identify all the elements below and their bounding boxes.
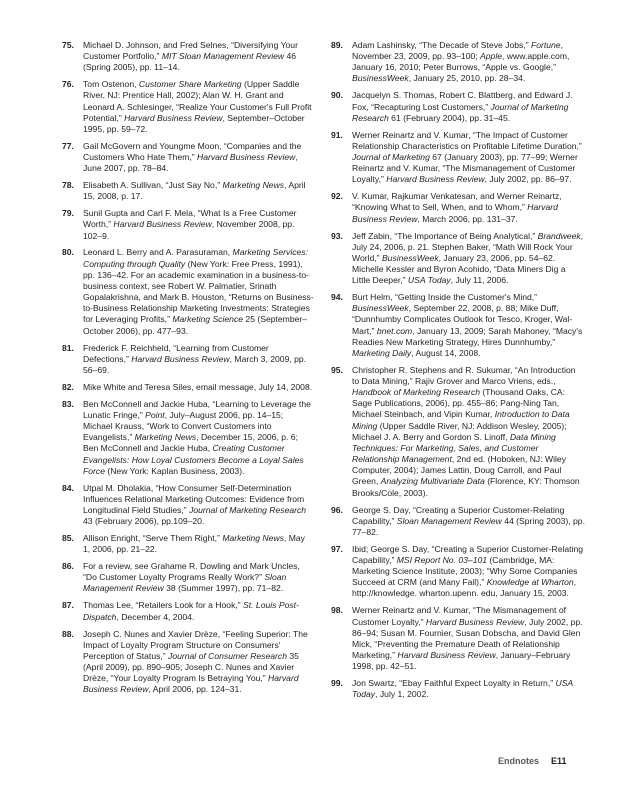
endnote-italic-segment: BusinessWeek (352, 303, 409, 314)
endnote-italic-segment: Harvard Business Review (352, 202, 558, 224)
endnote-segment: , July 2002, pp. 86–94; Susan M. Fournier, Susan Dobscha, and David Glen Mick, “Preventing the Premature Death of Relationship Marketing,” (352, 616, 583, 660)
endnote-segment: , July 24, 2006, p. 21. Stephen Baker, “Math Will Rock Your World,” (352, 230, 584, 263)
endnote-segment: , December 4, 2004. (116, 611, 195, 622)
endnote-segment: Gail McGovern and Youngme Moon, “Companies and the Customers Who Hate Them,” (83, 140, 302, 162)
endnote-text (352, 505, 585, 538)
endnote-segment: , November 23, 2009, pp. 93–100; (352, 40, 563, 62)
endnote-segment: Ben McConnell and Jackie Huba, “Learning to Leverage the Lunatic Fringe,” (83, 398, 311, 420)
endnote-italic-segment: Handbook of Marketing Research (352, 387, 481, 398)
endnote-segment: , November 2008, pp. 102–9. (83, 219, 295, 241)
endnote-number: 84. (62, 482, 74, 493)
endnote-segment: , January–February 1998, pp. 42–51. (352, 649, 571, 672)
endnote-segment: 43 (February 2006), pp.109–20. (83, 516, 205, 527)
endnote (331, 231, 585, 287)
endnote-text (83, 382, 314, 393)
endnote-segment: , June 2007, pp. 78–84. (83, 152, 298, 174)
endnote-italic-segment: USA Today (407, 275, 451, 286)
endnote-segment: For a review, see Grahame R. Dowling and Mark Uncles, “Do Customer Loyalty Programs Really Work?” (83, 561, 300, 583)
endnote-number: 92. (331, 191, 343, 202)
endnote-number: 98. (331, 605, 343, 616)
endnote-text (352, 544, 585, 600)
endnote-segment: Sunil Gupta and Carl F. Mela, “What Is a Free Customer Worth,” (83, 208, 297, 230)
endnote-segment: , September 22, 2008, p. 88; Mike Duff, “Dunnhumby Complicates Outlook for Tesco, Kroger, Wal-Mart,” (352, 303, 573, 336)
endnote-number: 77. (62, 140, 74, 151)
endnote-italic-segment: Introduction to Data Mining (352, 409, 570, 431)
endnote (62, 208, 314, 241)
endnote-number: 99. (331, 678, 343, 689)
endnote-number: 97. (331, 543, 343, 554)
endnote-number: 96. (331, 504, 343, 515)
endnote-segment: , April 2006, pp. 124–31. (148, 684, 242, 695)
endnote-text (83, 600, 314, 622)
endnote-number: 79. (62, 208, 74, 219)
endnote-segment: (Cambridge, MA: Marketing Science Institute, 2003); “Why Some Companies Succeed at CRM (and Many Fail),” (352, 554, 578, 588)
endnote-segment: (Florence, KY: Thomson Brooks/Cole, 2003). (352, 476, 580, 498)
endnote (331, 191, 585, 224)
endnote-segment: 67 (January 2003), pp. 77–99; Werner Reinartz and V. Kumar, “The Mismanagement of Customer Loyalty,” (352, 152, 578, 185)
endnote-italic-segment: Marketing News (222, 180, 285, 191)
endnote-segment: , August 14, 2008. (411, 347, 481, 358)
endnote-segment: (Upper Saddle River, NJ: Prentice Hall, 2002); Alan W. H. Grant and Leonard A. Schlesinger, “Realize Your Customer's Full Profit Potential,” (83, 79, 312, 123)
endnote (331, 678, 585, 700)
endnote-segment: Werner Reinartz and V. Kumar, “The Impact of Customer Relationship Characteristics on Profitable Lifetime Duration,” (352, 129, 582, 151)
endnote-text (83, 208, 314, 241)
endnote-text (352, 292, 585, 359)
endnote-segment: V. Kumar, Rajkumar Venkatesan, and Werner Reinartz, “Knowing What to Sell, When, and to Whom,” (352, 191, 562, 213)
endnote-number: 95. (331, 364, 343, 375)
endnote (331, 130, 585, 186)
endnote-text (352, 365, 585, 499)
endnote (331, 505, 585, 538)
endnote-italic-segment: Sloan Management Review (396, 515, 502, 526)
endnote-segment: 46 (Spring 2005), pp. 11–14. (83, 51, 297, 73)
endnote-number: 85. (62, 533, 74, 544)
endnote-segment: Jeff Zabin, “The Importance of Being Analytical,” (352, 230, 538, 241)
endnote-text (352, 40, 585, 85)
endnote-segment: Adam Lashinsky, “The Decade of Steve Jobs,” (352, 40, 531, 50)
endnote-segment: (New York: Kaplan Business, 2003). (104, 465, 245, 476)
endnote-segment: Utpal M. Dholakia, “How Consumer Self-Determination Influences Relational Marketing Outcomes: Evidence from Longitudinal Field Studies,” (83, 482, 305, 515)
endnote-segment: Frederick F. Reichheld, “Learning from Customer Defections,” (83, 342, 269, 364)
endnote-number: 91. (331, 129, 343, 140)
endnote (331, 40, 585, 85)
endnote-segment: , January 23, 2006, pp. 54–62. Michelle Kessler and Byron Acohido, “Data Miners Dig a Little Deeper,” (352, 252, 566, 286)
endnote-text (352, 231, 585, 287)
endnote-italic-segment: Harvard Business Review (131, 353, 230, 364)
endnote-text (352, 191, 585, 224)
endnote-segment: , July 2002, pp. 86–97. (484, 174, 572, 185)
endnote-italic-segment: Marketing Daily (352, 347, 412, 358)
endnote-text (83, 141, 314, 174)
endnote-text (83, 180, 314, 202)
endnote-italic-segment: MSI Report No. 03–101 (396, 554, 488, 565)
endnote-italic-segment: Apple (480, 51, 503, 62)
endnote (62, 343, 314, 376)
endnote (62, 533, 314, 555)
endnote-segment: , December 15, 2006, p. 6; Ben McConnell and Jackie Huba, (83, 432, 298, 454)
endnote-italic-segment: Journal of Marketing Research (352, 101, 569, 123)
endnote-italic-segment: Data Mining Techniques: For Marketing, Sales, and Customer Relationship Management (352, 431, 556, 465)
endnote-text (352, 90, 585, 123)
endnote-italic-segment: Marketing News (134, 432, 197, 443)
endnote-italic-segment: USA Today (352, 678, 573, 700)
endnote-italic-segment: Harvard Business Review (124, 112, 223, 123)
endnote-number: 88. (62, 628, 74, 639)
endnote-segment: Christopher R. Stephens and R. Sukumar, “An Introduction to Data Mining,” Rajiv Grover and Marco Vriens, eds., (352, 364, 576, 386)
endnote-text (352, 130, 585, 186)
endnote (62, 79, 314, 135)
endnote-italic-segment: Marketing Science (172, 314, 244, 325)
endnote-segment: 44 (Spring 2003), pp. 77–82. (352, 515, 585, 537)
endnote-segment: , July 11, 2006. (450, 275, 509, 286)
endnote (331, 365, 585, 499)
page-number: E11 (551, 756, 567, 766)
endnote-number: 75. (62, 40, 74, 50)
endnote-italic-segment: Harvard Business Review (83, 673, 299, 695)
endnote-text (83, 40, 314, 73)
endnote-segment: 61 (February 2004), pp. 31–45. (388, 112, 511, 123)
endnote-text (83, 561, 314, 594)
endnote-italic-segment: Harvard Business Review (196, 152, 296, 162)
endnote-segment: George S. Day, “Creating a Superior Customer-Relating Capability,” (352, 504, 565, 526)
endnote-italic-segment: BusinessWeek (381, 252, 439, 263)
endnote-segment: , September–October 1995, pp. 59–72. (83, 112, 305, 134)
endnote-number: 78. (62, 180, 74, 191)
endnote-italic-segment: Customer Share Marketing (138, 79, 242, 90)
endnote (62, 40, 314, 73)
endnote-segment: , www.apple.com, January 16, 2010; Peter Burrows, “Apple vs. Google,” (352, 51, 570, 73)
endnote (62, 382, 314, 393)
endnote-segment: Ibid; George S. Day, “Creating a Superior Customer-Relating Capability,” (352, 543, 584, 565)
endnote-text (83, 79, 314, 135)
endnote-italic-segment: St. Louis Post-Dispatch (83, 600, 299, 622)
endnote-number: 87. (62, 600, 74, 611)
endnote-number: 82. (62, 381, 74, 392)
endnote-segment: (Thousand Oaks, CA: Sage Publications, 2006), pp. 455–86; Pang-Ning Tan, Michael Steinbach, and Vipin Kumar, (352, 387, 566, 420)
endnote-segment: , July–August 2006, pp. 14–15; Michael Krauss, “Work to Convert Customers into Evangelists,” (83, 409, 284, 443)
endnote-italic-segment: Point (145, 409, 165, 420)
endnote-italic-segment: BusinessWeek (352, 73, 409, 84)
endnote-segment: Burt Helm, “Getting Inside the Customer's Mind,” (352, 292, 538, 303)
endnote (331, 605, 585, 672)
endnote-number: 89. (331, 40, 343, 50)
endnote-italic-segment: Creating Customer Evangelists: How Loyal Customers Become a Loyal Sales Force (83, 443, 304, 476)
endnote (62, 247, 314, 336)
endnote-italic-segment: Sloan Management Review (83, 572, 287, 594)
endnote-segment: 25 (September–October 2006), pp. 477–93. (83, 314, 308, 336)
endnote-segment: (New York: Free Press, 1991), pp. 136–42. For an academic examination in a business-to-business context, see Robert W. Palmatier, Srinath Gopalakrishna, and Mark B. Houston, “Returns on Business-to-Business Relationship Marketing Investments: Strategies for Leveraging Profits,” (83, 258, 314, 325)
endnote-segment: Jacquelyn S. Thomas, Robert C. Blattberg, and Edward J. Fox, “Recapturing Lost Customers,” (352, 90, 573, 112)
endnote (62, 483, 314, 528)
endnote (62, 629, 314, 696)
endnote-segment: Allison Enright, “Serve Them Right,” (83, 533, 223, 544)
endnote-number: 81. (62, 342, 74, 353)
endnote-segment: Jon Swartz, “Ebay Faithful Expect Loyalty in Return,” (352, 678, 556, 689)
endnote-segment: , March 3, 2009, pp. 56–69. (83, 353, 307, 375)
endnote-segment: , July 1, 2002. (375, 689, 429, 700)
endnote-segment: , March 2006, pp. 131–37. (417, 213, 518, 224)
endnote-segment: Leonard L. Berry and A. Parasuraman, (83, 247, 233, 258)
endnote-text (83, 399, 314, 477)
endnote (62, 180, 314, 202)
endnote-italic-segment: bnet.com (376, 325, 413, 336)
endnote-segment: , January 13, 2009; Sarah Mahoney, “Macy's Readies New Marketing Strategy, Hires Dunnhumby,” (352, 325, 583, 347)
endnote-italic-segment: Analyzing Multivariate Data (380, 476, 485, 487)
endnote-segment: , April 15, 2008, p. 17. (83, 180, 306, 202)
endnote-text (83, 533, 314, 555)
endnote-number: 94. (331, 292, 343, 303)
endnote-italic-segment: Brandweek (537, 230, 581, 241)
endnote-segment: (Upper Saddle River, NJ: Addison Wesley, 2005); Michael J. A. Berry and Gordon S. Linoff, (352, 420, 567, 442)
endnote-italic-segment: Journal of Marketing Research (189, 504, 307, 515)
endnote-number: 76. (62, 79, 74, 90)
endnote-segment: Elisabeth A. Sullivan, “Just Say No,” (83, 180, 223, 191)
endnote (62, 141, 314, 174)
endnote-italic-segment: Marketing Services: Computing through Quality (83, 247, 308, 269)
endnote-segment: 35 (April 2009), pp. 890–905; Joseph C. Nunes and Xavier Drèze, “Your Loyalty Program Is Betraying You,” (83, 650, 299, 684)
endnote (331, 292, 585, 359)
endnote-segment: Mike White and Teresa Siles, email message, July 14, 2008. (83, 381, 313, 392)
endnote (62, 600, 314, 622)
page-footer (498, 756, 567, 766)
endnote-italic-segment: MIT Sloan Management Review (161, 51, 285, 62)
endnote-italic-segment: Harvard Business Review (397, 649, 496, 660)
footer-section-label: Endnotes (498, 756, 540, 766)
endnote-segment: Joseph C. Nunes and Xavier Drèze, “Feeling Superior: The Impact of Loyalty Program Structure on Consumers' Perception of Status,” (83, 628, 308, 661)
endnotes-left-column (62, 40, 314, 701)
endnote-number: 93. (331, 230, 343, 241)
endnote (62, 399, 314, 477)
endnote-italic-segment: Fortune (530, 40, 561, 50)
endnote-segment: Michael D. Johnson, and Fred Selnes, “Diversifying Your Customer Portfolio,” (83, 40, 298, 62)
endnote-number: 86. (62, 561, 74, 572)
endnote-text (352, 678, 585, 700)
endnote-italic-segment: Harvard Business Review (113, 219, 212, 230)
endnote-italic-segment: Knowledge at Wharton (486, 577, 574, 588)
endnote-italic-segment: Harvard Business Review (425, 616, 525, 627)
endnote (62, 561, 314, 594)
endnote-text (83, 629, 314, 696)
endnote-segment: , May 1, 2006, pp. 21–22. (83, 533, 305, 555)
endnote-number: 83. (62, 398, 74, 409)
endnote-text (352, 605, 585, 672)
endnote-number: 90. (331, 90, 343, 101)
endnote-segment: Werner Reinartz and V. Kumar, “The Mismanagement of Customer Loyalty,” (352, 605, 566, 627)
endnote-italic-segment: Journal of Consumer Research (168, 650, 287, 661)
endnote-text (83, 483, 314, 528)
endnote-text (83, 247, 314, 336)
endnote-segment: Tom Ostenon, (83, 79, 139, 90)
endnotes-right-column (331, 40, 585, 706)
endnote-italic-segment: Journal of Marketing (352, 152, 430, 162)
endnote-text (83, 343, 314, 376)
endnote-segment: Thomas Lee, “Retailers Look for a Hook,” (83, 600, 244, 611)
endnote-italic-segment: Marketing News (222, 533, 284, 544)
endnote-segment: , January 25, 2010, pp. 28–34. (408, 73, 526, 84)
endnote-number: 80. (62, 247, 74, 258)
endnote-segment: , 2nd ed. (Hoboken, NJ: Wiley Computer, 2004); James Lattin, Doug Carroll, and Paul Green, (352, 454, 567, 487)
endnote (331, 90, 585, 123)
endnote-segment: 38 (Summer 1997), pp. 71–82. (163, 583, 284, 594)
endnote-segment: , http://knowledge. wharton.upenn. edu, January 15, 2003. (352, 577, 577, 599)
endnote (331, 544, 585, 600)
endnote-italic-segment: Harvard Business Review (386, 174, 485, 185)
